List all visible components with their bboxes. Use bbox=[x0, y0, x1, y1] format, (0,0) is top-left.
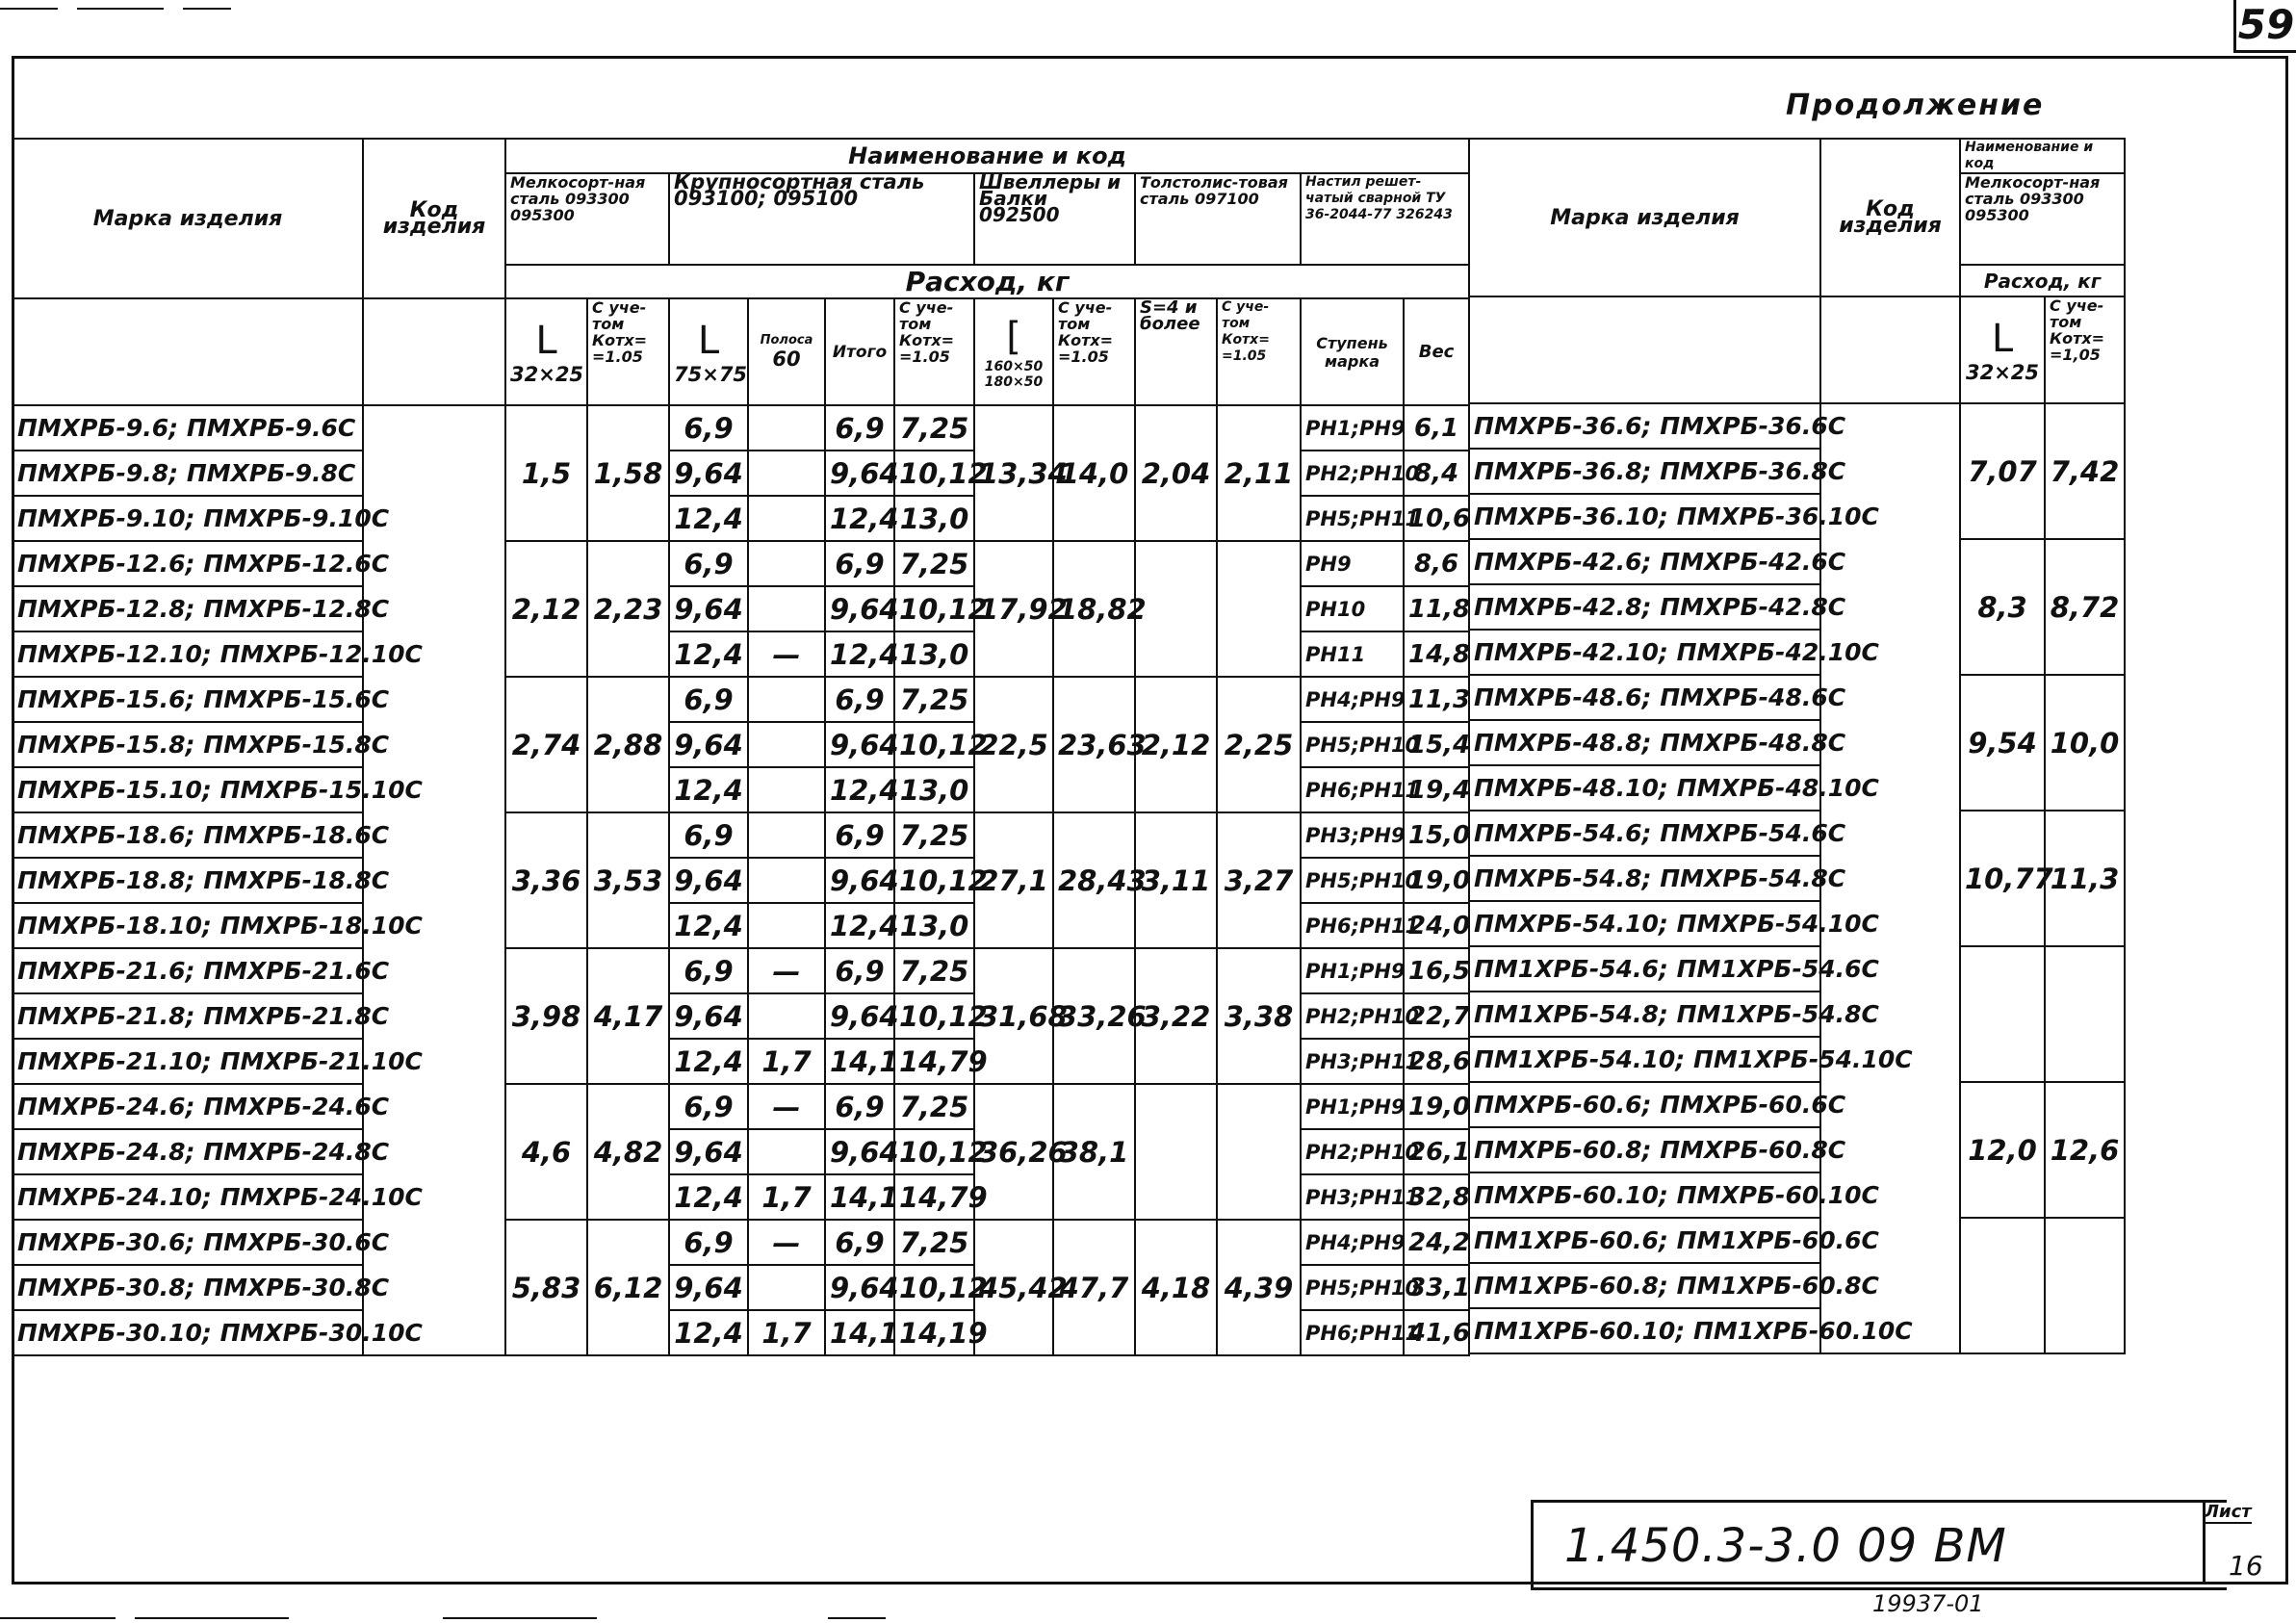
cell-stage: РН3;РН9 bbox=[1301, 812, 1404, 858]
cell-l32: 3,36 bbox=[505, 812, 587, 948]
row-mark: ПМХРБ-12.8; ПМХРБ-12.8С bbox=[13, 586, 363, 631]
header-small-steel: Мелкосорт-ная сталь 093300 095300 bbox=[1960, 173, 2125, 265]
angle-icon: L bbox=[535, 318, 557, 363]
cell-k-large: 7,25 bbox=[894, 677, 974, 722]
header-name-and-code: Наименование и код bbox=[505, 139, 1469, 173]
cell-l32 bbox=[1960, 1218, 2045, 1353]
cell-total: 6,9 bbox=[825, 948, 894, 993]
cell-stage: РН5;РН11 bbox=[1301, 496, 1404, 541]
cell-stage: РН10 bbox=[1301, 586, 1404, 631]
cell-l75: 6,9 bbox=[669, 405, 748, 451]
col-l75: 75×75 bbox=[674, 362, 748, 386]
cell-total: 9,64 bbox=[825, 722, 894, 767]
row-mark: ПМХРБ-18.10; ПМХРБ-18.10С bbox=[13, 903, 363, 948]
cell-k-large: 14,79 bbox=[894, 1039, 974, 1084]
cell-s4 bbox=[1135, 1084, 1217, 1220]
row-mark: ПМХРБ-24.10; ПМХРБ-24.10С bbox=[13, 1174, 363, 1220]
cell-strip bbox=[748, 722, 825, 767]
row-mark: ПМХРБ-48.8; ПМХРБ-48.8С bbox=[1469, 720, 1820, 765]
cell-total: 9,64 bbox=[825, 451, 894, 496]
sheet-label: Лист bbox=[2205, 1502, 2252, 1522]
cell-strip bbox=[748, 767, 825, 812]
cell-k1: 12,6 bbox=[2045, 1082, 2125, 1218]
header-mark-blank bbox=[13, 298, 363, 405]
cell-strip bbox=[748, 1265, 825, 1310]
row-mark: ПМХРБ-60.10; ПМХРБ-60.10С bbox=[1469, 1172, 1820, 1218]
cell-weight: 6,1 bbox=[1404, 405, 1469, 451]
row-mark: ПМХРБ-9.8; ПМХРБ-9.8С bbox=[13, 451, 363, 496]
cell-k-large: 13,0 bbox=[894, 496, 974, 541]
row-mark: ПМХРБ-21.10; ПМХРБ-21.10С bbox=[13, 1039, 363, 1084]
channel-icon: [ bbox=[1006, 314, 1021, 359]
cell-channel: 17,92 bbox=[974, 541, 1053, 677]
row-mark: ПМ1ХРБ-54.10; ПМ1ХРБ-54.10С bbox=[1469, 1037, 1820, 1082]
angle-icon: L bbox=[1991, 316, 2014, 361]
cell-k-large: 10,12 bbox=[894, 1265, 974, 1310]
col-channel: 160×50 180×50 bbox=[984, 358, 1044, 390]
cell-k-large: 7,25 bbox=[894, 405, 974, 451]
table-row bbox=[1469, 1218, 2125, 1263]
edge-mark bbox=[183, 8, 231, 10]
cell-k-large: 14,79 bbox=[894, 1174, 974, 1220]
cell-weight: 41,6 bbox=[1404, 1310, 1469, 1355]
cell-stage: РН6;РН11 bbox=[1301, 767, 1404, 812]
cell-total: 12,4 bbox=[825, 903, 894, 948]
cell-k1: 1,58 bbox=[587, 405, 669, 541]
cell-total: 9,64 bbox=[825, 993, 894, 1039]
table-row bbox=[1469, 539, 2125, 584]
header-code-blank bbox=[363, 298, 505, 405]
cell-weight: 10,6 bbox=[1404, 496, 1469, 541]
edge-mark bbox=[443, 1617, 597, 1619]
cell-strip bbox=[748, 541, 825, 586]
header-channels: Швеллеры и Балки 092500 bbox=[974, 173, 1135, 265]
row-mark: ПМХРБ-30.8; ПМХРБ-30.8С bbox=[13, 1265, 363, 1310]
cell-channel: 45,42 bbox=[974, 1220, 1053, 1355]
cell-weight: 28,6 bbox=[1404, 1039, 1469, 1084]
row-mark: ПМХРБ-9.6; ПМХРБ-9.6С bbox=[13, 405, 363, 451]
header-small-steel: Мелкосорт-ная сталь 093300 095300 bbox=[505, 173, 669, 265]
row-mark: ПМХРБ-42.10; ПМХРБ-42.10С bbox=[1469, 630, 1820, 675]
cell-strip bbox=[748, 451, 825, 496]
cell-k3: 2,25 bbox=[1217, 677, 1301, 812]
edge-mark bbox=[0, 8, 58, 10]
cell-l32 bbox=[1960, 946, 2045, 1082]
cell-k3: 3,27 bbox=[1217, 812, 1301, 948]
cell-total: 9,64 bbox=[825, 1129, 894, 1174]
cell-k2: 14,0 bbox=[1053, 405, 1135, 541]
cell-weight: 26,1 bbox=[1404, 1129, 1469, 1174]
col-total: Итого bbox=[825, 298, 894, 405]
sheet-number: 59 bbox=[2233, 0, 2296, 53]
table-row bbox=[1469, 811, 2125, 856]
row-mark: ПМХРБ-21.8; ПМХРБ-21.8С bbox=[13, 993, 363, 1039]
table-row bbox=[13, 1084, 1469, 1129]
cell-k1 bbox=[2045, 946, 2125, 1082]
cell-weight: 19,4 bbox=[1404, 767, 1469, 812]
cell-stage: РН5;РН10 bbox=[1301, 1265, 1404, 1310]
cell-k3 bbox=[1217, 541, 1301, 677]
row-mark: ПМХРБ-9.10; ПМХРБ-9.10С bbox=[13, 496, 363, 541]
header-rashod: Расход, кг bbox=[1960, 265, 2125, 296]
table-row bbox=[1469, 403, 2125, 449]
cell-stage: РН3;РН11 bbox=[1301, 1039, 1404, 1084]
cell-k-large: 7,25 bbox=[894, 948, 974, 993]
cell-l32: 12,0 bbox=[1960, 1082, 2045, 1218]
cell-channel: 27,1 bbox=[974, 812, 1053, 948]
sheet-box-number: 16 bbox=[2229, 1550, 2263, 1582]
col-k1: С уче-том Котх= =1,05 bbox=[2045, 296, 2125, 403]
continuation-label: Продолжение bbox=[1786, 89, 2045, 122]
cell-l32: 2,12 bbox=[505, 541, 587, 677]
cell-strip bbox=[748, 858, 825, 903]
cell-weight: 24,2 bbox=[1404, 1220, 1469, 1265]
row-mark: ПМХРБ-60.8; ПМХРБ-60.8С bbox=[1469, 1127, 1820, 1172]
cell-stage: РН9 bbox=[1301, 541, 1404, 586]
cell-l32: 2,74 bbox=[505, 677, 587, 812]
cell-weight: 15,4 bbox=[1404, 722, 1469, 767]
row-mark: ПМХРБ-30.6; ПМХРБ-30.6С bbox=[13, 1220, 363, 1265]
cell-s4 bbox=[1135, 541, 1217, 677]
cell-l32: 7,07 bbox=[1960, 403, 2045, 539]
cell-weight: 24,0 bbox=[1404, 903, 1469, 948]
cell-stage: РН11 bbox=[1301, 631, 1404, 677]
cell-l32: 9,54 bbox=[1960, 675, 2045, 811]
cell-k-large: 10,12 bbox=[894, 722, 974, 767]
cell-strip: 1,7 bbox=[748, 1310, 825, 1355]
cell-k1: 3,53 bbox=[587, 812, 669, 948]
table-row bbox=[1469, 1082, 2125, 1127]
cell-strip bbox=[748, 677, 825, 722]
cell-weight: 22,7 bbox=[1404, 993, 1469, 1039]
archive-stamp: 19937-01 bbox=[1872, 1590, 1984, 1617]
row-mark: ПМХРБ-30.10; ПМХРБ-30.10С bbox=[13, 1310, 363, 1355]
cell-k-large: 7,25 bbox=[894, 1084, 974, 1129]
row-mark: ПМ1ХРБ-60.8; ПМ1ХРБ-60.8С bbox=[1469, 1263, 1820, 1308]
cell-l75: 6,9 bbox=[669, 541, 748, 586]
cell-weight: 11,3 bbox=[1404, 677, 1469, 722]
edge-mark bbox=[0, 1617, 116, 1619]
header-code: Код изделия bbox=[1820, 139, 1960, 296]
cell-total: 12,4 bbox=[825, 496, 894, 541]
cell-weight: 32,8 bbox=[1404, 1174, 1469, 1220]
cell-k-large: 13,0 bbox=[894, 631, 974, 677]
cell-total: 6,9 bbox=[825, 1220, 894, 1265]
table-row bbox=[13, 812, 1469, 858]
cell-stage: РН1;РН9 bbox=[1301, 948, 1404, 993]
table-row bbox=[13, 541, 1469, 586]
header-mark: Марка изделия bbox=[13, 139, 363, 298]
cell-channel: 22,5 bbox=[974, 677, 1053, 812]
cell-s4: 3,11 bbox=[1135, 812, 1217, 948]
cell-channel: 36,26 bbox=[974, 1084, 1053, 1220]
cell-l75: 9,64 bbox=[669, 858, 748, 903]
cell-k1: 6,12 bbox=[587, 1220, 669, 1355]
cell-strip bbox=[748, 812, 825, 858]
cell-k1: 2,88 bbox=[587, 677, 669, 812]
cell-weight: 33,1 bbox=[1404, 1265, 1469, 1310]
row-mark: ПМ1ХРБ-60.6; ПМ1ХРБ-60.6С bbox=[1469, 1218, 1820, 1263]
cell-s4: 2,04 bbox=[1135, 405, 1217, 541]
cell-strip: — bbox=[748, 1084, 825, 1129]
cell-k1: 4,17 bbox=[587, 948, 669, 1084]
cell-strip: — bbox=[748, 948, 825, 993]
row-mark: ПМХРБ-15.10; ПМХРБ-15.10С bbox=[13, 767, 363, 812]
cell-l32: 5,83 bbox=[505, 1220, 587, 1355]
edge-mark bbox=[77, 8, 164, 10]
cell-l75: 12,4 bbox=[669, 1310, 748, 1355]
cell-weight: 8,4 bbox=[1404, 451, 1469, 496]
cell-k1: 4,82 bbox=[587, 1084, 669, 1220]
cell-l75: 12,4 bbox=[669, 767, 748, 812]
cell-s4: 3,22 bbox=[1135, 948, 1217, 1084]
row-mark: ПМ1ХРБ-54.8; ПМ1ХРБ-54.8С bbox=[1469, 992, 1820, 1037]
cell-weight: 8,6 bbox=[1404, 541, 1469, 586]
row-mark: ПМХРБ-54.8; ПМХРБ-54.8С bbox=[1469, 856, 1820, 901]
document-code: 1.450.3-3.0 09 ВМ bbox=[1564, 1519, 2007, 1573]
cell-l75: 6,9 bbox=[669, 677, 748, 722]
cell-strip bbox=[748, 496, 825, 541]
row-mark: ПМХРБ-48.10; ПМХРБ-48.10С bbox=[1469, 765, 1820, 811]
cell-stage: РН2;РН10 bbox=[1301, 451, 1404, 496]
cell-strip bbox=[748, 1129, 825, 1174]
cell-k-large: 13,0 bbox=[894, 767, 974, 812]
cell-stage: РН1;РН9 bbox=[1301, 1084, 1404, 1129]
cell-total: 12,4 bbox=[825, 767, 894, 812]
cell-l75: 9,64 bbox=[669, 1265, 748, 1310]
cell-l75: 12,4 bbox=[669, 631, 748, 677]
cell-k-large: 14,19 bbox=[894, 1310, 974, 1355]
header-rashod: Расход, кг bbox=[505, 265, 1469, 298]
cell-k1: 11,3 bbox=[2045, 811, 2125, 946]
cell-k-large: 13,0 bbox=[894, 903, 974, 948]
row-mark: ПМХРБ-36.8; ПМХРБ-36.8С bbox=[1469, 449, 1820, 494]
right-consumption-table bbox=[1468, 138, 2126, 1354]
row-mark: ПМ1ХРБ-60.10; ПМ1ХРБ-60.10С bbox=[1469, 1308, 1820, 1353]
cell-k3: 4,39 bbox=[1217, 1220, 1301, 1355]
table-row bbox=[1469, 675, 2125, 720]
header-large-steel: Крупносортная сталь 093100; 095100 bbox=[669, 173, 974, 265]
cell-k-large: 7,25 bbox=[894, 812, 974, 858]
cell-l75: 9,64 bbox=[669, 722, 748, 767]
row-mark: ПМХРБ-36.10; ПМХРБ-36.10С bbox=[1469, 494, 1820, 539]
header-code: Код изделия bbox=[363, 139, 505, 298]
col-k1: С уче-том Котх= =1.05 bbox=[587, 298, 669, 405]
cell-k2: 33,26 bbox=[1053, 948, 1135, 1084]
cell-l75: 12,4 bbox=[669, 903, 748, 948]
col-strip-label: Полоса bbox=[760, 333, 813, 348]
cell-l75: 6,9 bbox=[669, 1084, 748, 1129]
cell-stage: РН4;РН9 bbox=[1301, 677, 1404, 722]
cell-k-large: 10,12 bbox=[894, 451, 974, 496]
cell-total: 6,9 bbox=[825, 541, 894, 586]
cell-channel: 13,34 bbox=[974, 405, 1053, 541]
cell-l75: 9,64 bbox=[669, 993, 748, 1039]
cell-strip: — bbox=[748, 631, 825, 677]
cell-total: 6,9 bbox=[825, 1084, 894, 1129]
header-code-blank bbox=[1820, 296, 1960, 403]
cell-stage: РН6;РН11 bbox=[1301, 1310, 1404, 1355]
cell-total: 14,1 bbox=[825, 1174, 894, 1220]
cell-k2: 38,1 bbox=[1053, 1084, 1135, 1220]
cell-weight: 16,5 bbox=[1404, 948, 1469, 993]
cell-l75: 9,64 bbox=[669, 451, 748, 496]
table-row bbox=[13, 677, 1469, 722]
row-mark: ПМХРБ-24.8; ПМХРБ-24.8С bbox=[13, 1129, 363, 1174]
cell-total: 9,64 bbox=[825, 858, 894, 903]
cell-k1: 7,42 bbox=[2045, 403, 2125, 539]
cell-s4: 4,18 bbox=[1135, 1220, 1217, 1355]
cell-weight: 19,0 bbox=[1404, 858, 1469, 903]
table-row bbox=[13, 405, 1469, 451]
cell-k-large: 10,12 bbox=[894, 993, 974, 1039]
row-mark: ПМХРБ-18.8; ПМХРБ-18.8С bbox=[13, 858, 363, 903]
cell-strip: 1,7 bbox=[748, 1174, 825, 1220]
table-row bbox=[13, 948, 1469, 993]
cell-stage: РН1;РН9 bbox=[1301, 405, 1404, 451]
cell-stage: РН3;РН11 bbox=[1301, 1174, 1404, 1220]
cell-total: 14,1 bbox=[825, 1039, 894, 1084]
cell-total: 14,1 bbox=[825, 1310, 894, 1355]
row-mark: ПМХРБ-42.8; ПМХРБ-42.8С bbox=[1469, 584, 1820, 630]
cell-k1: 2,23 bbox=[587, 541, 669, 677]
col-strip: 60 bbox=[772, 348, 801, 371]
cell-strip bbox=[748, 903, 825, 948]
cell-total: 6,9 bbox=[825, 812, 894, 858]
cell-l75: 9,64 bbox=[669, 1129, 748, 1174]
col-k3: С уче-том Котх= =1.05 bbox=[1217, 298, 1301, 405]
cell-k2: 18,82 bbox=[1053, 541, 1135, 677]
row-mark: ПМ1ХРБ-54.6; ПМ1ХРБ-54.6С bbox=[1469, 946, 1820, 992]
cell-k1: 10,0 bbox=[2045, 675, 2125, 811]
row-mark: ПМХРБ-60.6; ПМХРБ-60.6С bbox=[1469, 1082, 1820, 1127]
table-row bbox=[1469, 946, 2125, 992]
row-mark: ПМХРБ-48.6; ПМХРБ-48.6С bbox=[1469, 675, 1820, 720]
cell-k2: 23,63 bbox=[1053, 677, 1135, 812]
row-mark: ПМХРБ-24.6; ПМХРБ-24.6С bbox=[13, 1084, 363, 1129]
cell-strip bbox=[748, 405, 825, 451]
cell-strip bbox=[748, 586, 825, 631]
col-l32: 32×25 bbox=[510, 362, 584, 386]
cell-stage: РН5;РН10 bbox=[1301, 722, 1404, 767]
header-mark: Марка изделия bbox=[1469, 139, 1820, 296]
col-k2: С уче-том Котх= =1.05 bbox=[1053, 298, 1135, 405]
cell-s4: 2,12 bbox=[1135, 677, 1217, 812]
edge-mark bbox=[135, 1617, 289, 1619]
cell-weight: 19,0 bbox=[1404, 1084, 1469, 1129]
cell-strip: — bbox=[748, 1220, 825, 1265]
cell-l75: 12,4 bbox=[669, 496, 748, 541]
cell-l32: 10,77 bbox=[1960, 811, 2045, 946]
cell-l75: 6,9 bbox=[669, 812, 748, 858]
cell-l32: 4,6 bbox=[505, 1084, 587, 1220]
cell-channel: 31,68 bbox=[974, 948, 1053, 1084]
row-mark: ПМХРБ-15.6; ПМХРБ-15.6С bbox=[13, 677, 363, 722]
cell-k1: 8,72 bbox=[2045, 539, 2125, 675]
cell-k-large: 7,25 bbox=[894, 541, 974, 586]
cell-k-large: 10,12 bbox=[894, 858, 974, 903]
row-mark: ПМХРБ-15.8; ПМХРБ-15.8С bbox=[13, 722, 363, 767]
cell-stage: РН2;РН10 bbox=[1301, 1129, 1404, 1174]
cell-stage: РН5;РН10 bbox=[1301, 858, 1404, 903]
cell-k-large: 7,25 bbox=[894, 1220, 974, 1265]
header-name-and-code: Наименование и код bbox=[1960, 139, 2125, 173]
cell-k3: 2,11 bbox=[1217, 405, 1301, 541]
header-plate-steel: Толстолис-товая сталь 097100 bbox=[1135, 173, 1301, 265]
cell-strip bbox=[748, 993, 825, 1039]
row-mark: ПМХРБ-12.6; ПМХРБ-12.6С bbox=[13, 541, 363, 586]
cell-total: 9,64 bbox=[825, 586, 894, 631]
cell-weight: 15,0 bbox=[1404, 812, 1469, 858]
left-consumption-table bbox=[12, 138, 1470, 1356]
header-grating: Настил решет-чатый сварной ТУ 36-2044-77 326243 bbox=[1301, 173, 1469, 265]
col-k-large: С уче-том Котх= =1.05 bbox=[894, 298, 974, 405]
cell-l32: 8,3 bbox=[1960, 539, 2045, 675]
cell-l75: 12,4 bbox=[669, 1039, 748, 1084]
cell-k2: 47,7 bbox=[1053, 1220, 1135, 1355]
row-mark: ПМХРБ-36.6; ПМХРБ-36.6С bbox=[1469, 403, 1820, 449]
cell-l32: 1,5 bbox=[505, 405, 587, 541]
cell-l75: 6,9 bbox=[669, 948, 748, 993]
cell-strip: 1,7 bbox=[748, 1039, 825, 1084]
edge-mark bbox=[828, 1617, 886, 1619]
cell-total: 12,4 bbox=[825, 631, 894, 677]
cell-k3: 3,38 bbox=[1217, 948, 1301, 1084]
cell-l75: 9,64 bbox=[669, 586, 748, 631]
row-mark: ПМХРБ-54.10; ПМХРБ-54.10С bbox=[1469, 901, 1820, 946]
cell-k2: 28,43 bbox=[1053, 812, 1135, 948]
row-mark: ПМХРБ-18.6; ПМХРБ-18.6С bbox=[13, 812, 363, 858]
cell-total: 9,64 bbox=[825, 1265, 894, 1310]
row-mark: ПМХРБ-42.6; ПМХРБ-42.6С bbox=[1469, 539, 1820, 584]
cell-stage: РН6;РН11 bbox=[1301, 903, 1404, 948]
col-s4: S=4 и более bbox=[1135, 298, 1217, 405]
col-stage: Ступень марка bbox=[1301, 298, 1404, 405]
col-l32: 32×25 bbox=[1965, 360, 2040, 384]
cell-total: 6,9 bbox=[825, 405, 894, 451]
cell-l32: 3,98 bbox=[505, 948, 587, 1084]
angle-icon: L bbox=[697, 318, 720, 363]
cell-weight: 11,8 bbox=[1404, 586, 1469, 631]
col-weight: Вес bbox=[1404, 298, 1469, 405]
cell-stage: РН4;РН9 bbox=[1301, 1220, 1404, 1265]
row-mark: ПМХРБ-12.10; ПМХРБ-12.10С bbox=[13, 631, 363, 677]
cell-k-large: 10,12 bbox=[894, 1129, 974, 1174]
cell-k-large: 10,12 bbox=[894, 586, 974, 631]
cell-k3 bbox=[1217, 1084, 1301, 1220]
header-mark-blank bbox=[1469, 296, 1820, 403]
cell-l75: 6,9 bbox=[669, 1220, 748, 1265]
cell-total: 6,9 bbox=[825, 677, 894, 722]
table-row bbox=[13, 1220, 1469, 1265]
cell-l75: 12,4 bbox=[669, 1174, 748, 1220]
cell-weight: 14,8 bbox=[1404, 631, 1469, 677]
row-mark: ПМХРБ-54.6; ПМХРБ-54.6С bbox=[1469, 811, 1820, 856]
cell-stage: РН2;РН10 bbox=[1301, 993, 1404, 1039]
row-mark: ПМХРБ-21.6; ПМХРБ-21.6С bbox=[13, 948, 363, 993]
cell-k1 bbox=[2045, 1218, 2125, 1353]
